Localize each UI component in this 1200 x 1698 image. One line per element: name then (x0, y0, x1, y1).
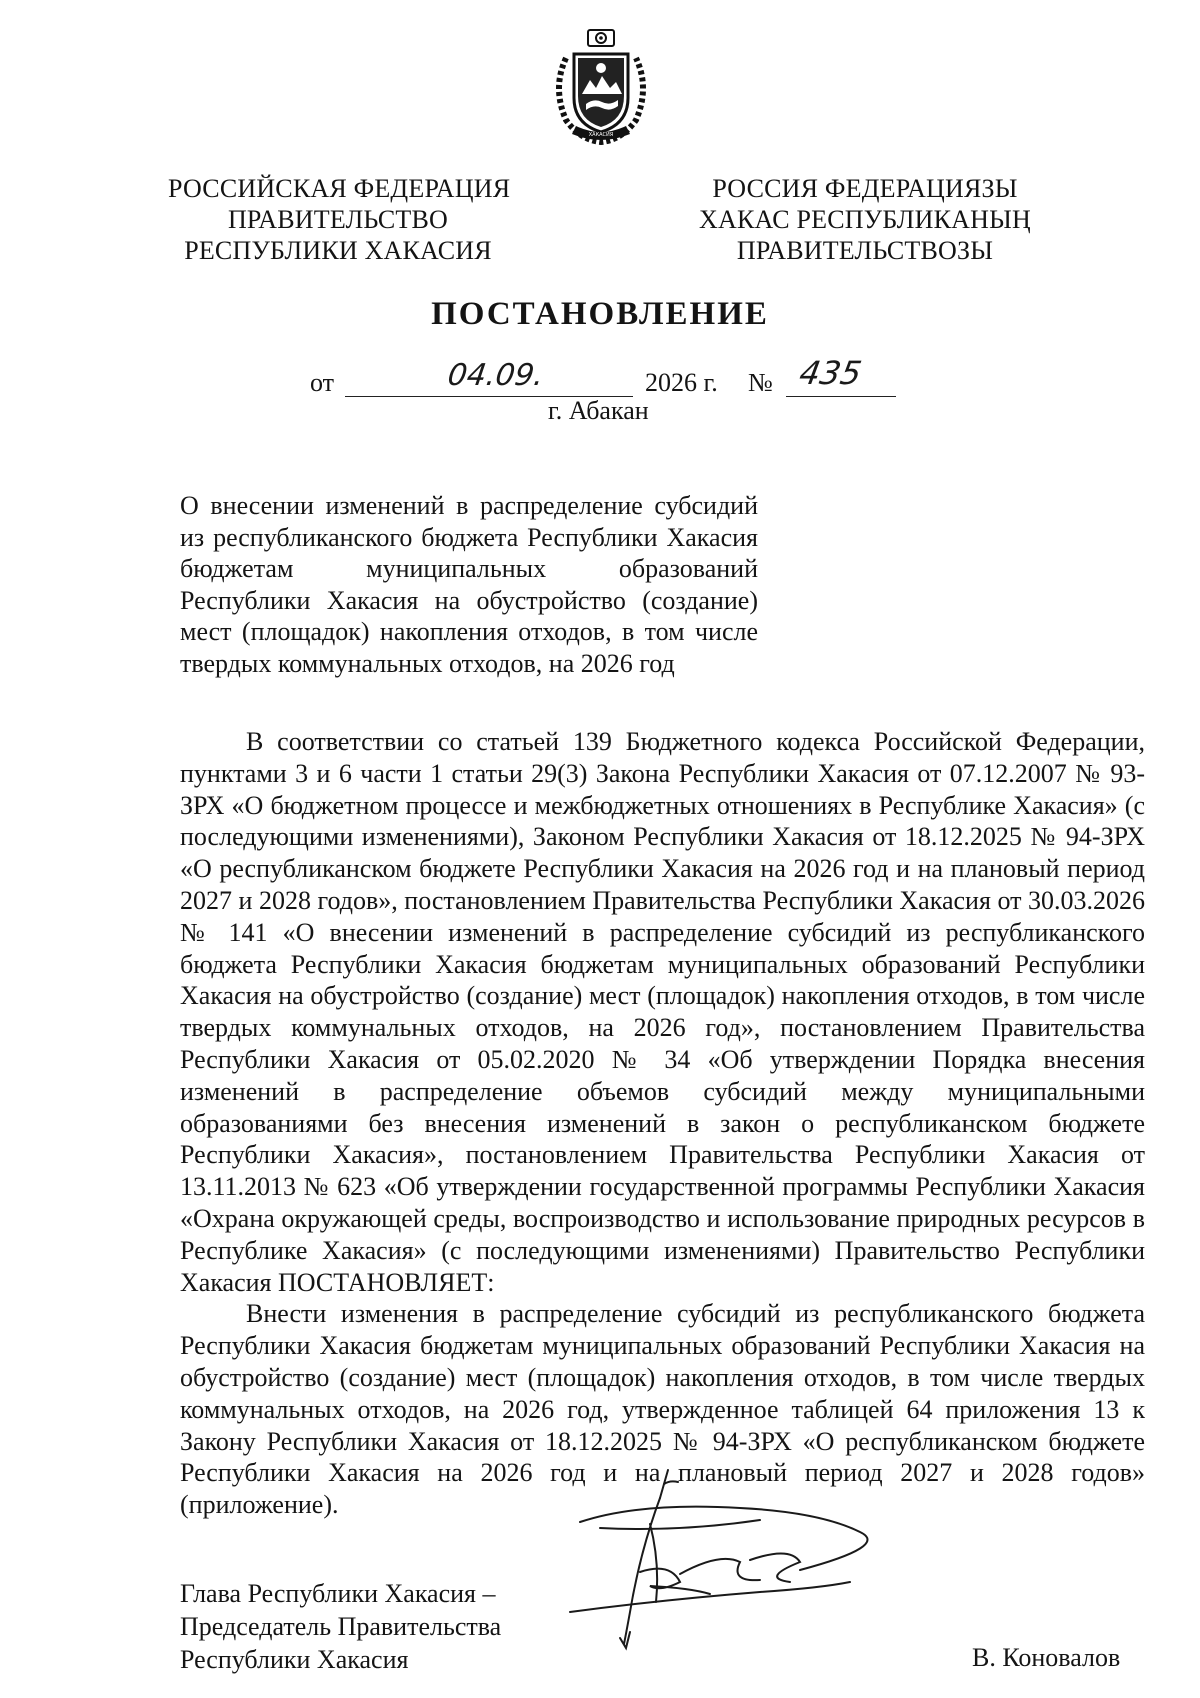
year-label: 2026 г. (645, 368, 718, 397)
header-right-block (690, 173, 1040, 266)
header-left-line-1: РОССИЙСКАЯ ФЕДЕРАЦИЯ (168, 174, 511, 203)
header-left-block (168, 173, 511, 266)
date-from-label: от (310, 368, 335, 397)
handwritten-date: 04.09. (445, 358, 546, 393)
header-right-line-3: ПРАВИТЕЛЬСТВОЗЫ (736, 236, 994, 265)
signer-position (180, 1577, 501, 1676)
city-label: г. Абакан (548, 396, 649, 425)
signer-position-line-3: Республики Хакасия (180, 1645, 409, 1674)
number-sign: № (748, 368, 773, 397)
header-right-line-1: РОССИЯ ФЕДЕРАЦИЯЗЫ (712, 174, 1018, 203)
header-left-line-3: РЕСПУБЛИКИ ХАКАСИЯ (184, 236, 492, 265)
number-underline (786, 396, 896, 397)
header-left-line-2: ПРАВИТЕЛЬСТВО (227, 205, 449, 234)
handwritten-number: 435 (796, 354, 865, 392)
body-paragraph-2: Внести изменения в распределение субсидий из республиканского бюджета Республики Хакасия бюджетам муниципальных образований Республики Хакасия на обустройство (создание) мест (площадок) накопления отходов, в том числе твердых коммунальных отходов, на 2026 год, утвержденное таблицей 64 приложения 13 к Закону Республики Хакасия от 18.12.2025 № 94-ЗРХ «О республиканском бюджете Республики Хакасия на 2026 год и на плановый период 2027 и 2028 годов» (приложение). (180, 1299, 1145, 1520)
body-paragraph-1: В соответствии со статьей 139 Бюджетного кодекса Российской Федерации, пунктами 3 и 6 части 1 статьи 29(3) Закона Республики Хакасия от 07.12.2007 № 93-ЗРХ «О бюджетном процессе и межбюджетных отношениях в Республике Хакасия» (с последующими изменениями), Законом Республики Хакасия от 18.12.2025 № 94-ЗРХ «О республиканском бюджете Республики Хакасия на 2026 год и на плановый период 2027 и 2028 годов», постановлением Правительства Республики Хакасия от 30.03.2026 № 141 «О внесении изменений в распределение субсидий из республиканского бюджета Республики Хакасия бюджетам муниципальных образований Республики Хакасия на обустройство (создание) мест (площадок) накопления отходов, в том числе твердых коммунальных отходов, на 2026 год», постановлением Правительства Республики Хакасия от 05.02.2020 № 34 «Об утверждении Порядка внесения изменений в распределение объемов субсидий между муниципальными образованиями без внесения изменений в закон о республиканском бюджете Республики Хакасия», постановлением Правительства Республики Хакасия от 13.11.2013 № 623 «Об утверждении государственной программы Республики Хакасия «Охрана окружающей среды, воспроизводство и использование природных ресурсов в Республике Хакасия» (с последующими изменениями) Правительство Республики Хакасия ПОСТАНОВЛЯЕТ: (180, 727, 1145, 1297)
document-title: ПОСТАНОВЛЕНИЕ (431, 296, 769, 332)
document-body (180, 726, 1145, 1521)
signer-position-line-2: Председатель Правительства (180, 1612, 502, 1641)
header-right-line-2: ХАКАС РЕСПУБЛИКАНЫҢ (699, 205, 1031, 234)
signer-name: В. Коновалов (972, 1643, 1121, 1672)
coat-of-arms-icon (546, 28, 656, 146)
svg-text:ХАКАСИЯ: ХАКАСИЯ (588, 132, 614, 138)
document-subject: О внесении изменений в распределение субсидий из республиканского бюджета Республики Хакасия бюджетам муниципальных образований Республики Хакасия на обустройство (создание) мест (площадок) накопления отходов, в том числе твердых коммунальных отходов, на 2026 год (180, 491, 758, 678)
signer-position-line-1: Глава Республики Хакасия – (180, 1579, 496, 1608)
signature-icon (560, 1462, 930, 1652)
